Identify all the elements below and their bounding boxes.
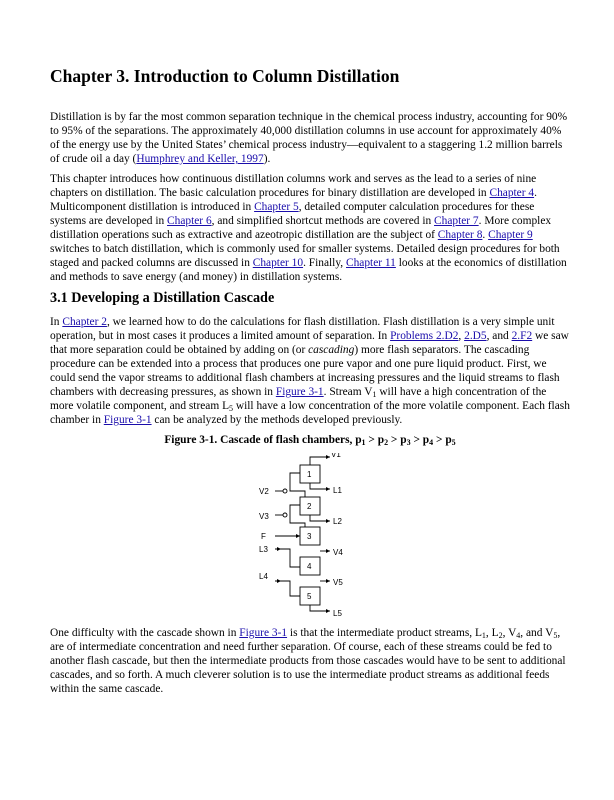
text: , and V — [520, 627, 554, 639]
cascade-diagram — [255, 453, 365, 618]
chapter-title: Chapter 3. Introduction to Column Distillation — [50, 66, 400, 86]
label-l3: L3 — [259, 545, 268, 554]
text: . — [482, 229, 489, 241]
text: . Multicomponent distillation is introduced in — [50, 187, 537, 213]
text: > p — [365, 434, 385, 446]
label-v2: V2 — [259, 487, 269, 496]
chapter-6-link[interactable]: Chapter 6 — [167, 215, 212, 227]
figure-caption — [50, 433, 570, 447]
text: Distillation is by far the most common separation technique in the chemical process industry, accounting for 90% to 95% of the separations. The approximately 40,000 distillation columns in use account for approximately 40% of the energy use by the United States’ chemical process industry—equivalent to a staggering 1.2 million barrels of crude oil a day ( — [50, 111, 568, 165]
subscript: 1 — [372, 390, 377, 399]
subscript: 2 — [384, 438, 389, 447]
label-f: F — [261, 532, 266, 541]
document-page — [50, 66, 570, 702]
text: , detailed computer calculation procedures for these systems are developed in — [50, 201, 535, 227]
chapter-5-link[interactable]: Chapter 5 — [254, 201, 299, 213]
text: Figure 3-1. Cascade of flash chambers, p — [164, 434, 362, 446]
figure-3-1-link[interactable]: Figure 3-1 — [275, 386, 324, 398]
text: will have a low concentration of the more volatile component. Each flash chamber in — [50, 400, 570, 426]
text: , are of intermediate concentration and need further separation. Of course, each of these streams could be fed to another flash cascade, but then the intermediate products from those cascades would have to be sent to additional cascades, and so forth. A much cleverer solution is to use the intermediate product streams as additional feeds within the same cascade. — [50, 627, 566, 695]
problem-2f2-link[interactable]: 2.F2 — [511, 330, 533, 342]
chapter-8-link[interactable]: Chapter 8 — [437, 229, 483, 241]
chamber-number: 4 — [307, 562, 312, 571]
text: > p — [410, 434, 430, 446]
text: In — [50, 316, 63, 328]
text: can be analyzed by the methods developed previously. — [151, 414, 403, 426]
text: One difficulty with the cascade shown in — [50, 627, 240, 639]
figure-3-1-link[interactable]: Figure 3-1 — [103, 414, 152, 426]
subscript: 5 — [553, 631, 558, 640]
text: , — [458, 330, 465, 342]
text: . More complex distillation operations such as extractive and azeotropic distillation are the subject of — [50, 215, 552, 241]
text: . Stream V — [323, 386, 373, 398]
section-heading: 3.1 Developing a Distillation Cascade — [50, 290, 275, 306]
figure-3-1-link[interactable]: Figure 3-1 — [239, 627, 288, 639]
text: > p — [388, 434, 407, 446]
label-v4: V4 — [333, 548, 343, 557]
paragraph-overview — [50, 172, 570, 284]
subscript: 2 — [498, 631, 503, 640]
text: , we learned how to do the calculations for flash distillation. Flash distillation is a very simple unit operation, but in most cases it produces a limited amount of separation. In — [50, 316, 555, 342]
subscript: 5 — [451, 438, 456, 447]
label-v5: V5 — [333, 578, 343, 587]
text: switches to batch distillation, which is commonly used for smaller systems. Detailed design procedures for both staged and packed columns are discussed in — [50, 243, 560, 269]
label-v3: V3 — [259, 512, 269, 521]
chapter-4-link[interactable]: Chapter 4 — [489, 187, 535, 199]
text: . Finally, — [303, 257, 346, 269]
reference-link[interactable]: Humphrey and Keller, 1997 — [136, 153, 264, 165]
text: ). — [263, 153, 271, 165]
label-l1: L1 — [333, 486, 342, 495]
chapter-2-link[interactable]: Chapter 2 — [62, 316, 107, 328]
text: , L — [485, 627, 499, 639]
text: , and simplified shortcut methods are covered in — [211, 215, 435, 227]
label-l2: L2 — [333, 517, 342, 526]
subscript: 4 — [516, 631, 521, 640]
chapter-9-link[interactable]: Chapter 9 — [488, 229, 533, 241]
label-l5: L5 — [333, 609, 342, 618]
text: will have a high concentration of the more volatile component, and stream L — [50, 386, 547, 412]
paragraph-intro — [50, 110, 570, 166]
chamber-number: 3 — [307, 532, 312, 541]
problem-2d5-link[interactable]: 2.D5 — [464, 330, 487, 342]
subscript: 1 — [481, 631, 486, 640]
text: looks at the economics of distillation and methods to save energy (and money) in distillation systems. — [50, 257, 567, 283]
chapter-11-link[interactable]: Chapter 11 — [346, 257, 396, 269]
problem-2d2-link[interactable]: Problems 2.D2 — [390, 330, 459, 342]
subscript: 5 — [229, 404, 234, 413]
paragraph-cascade — [50, 315, 570, 427]
text: , and — [486, 330, 512, 342]
subscript: 4 — [429, 438, 434, 447]
text: we saw that more separation could be obtained by adding on (or — [50, 330, 569, 356]
chapter-10-link[interactable]: Chapter 10 — [252, 257, 304, 269]
text: ) more flash separators. The cascading procedure can be extended into a process that produces one pure vapor and one pure liquid product. First, we could send the vapor streams to additional flash chambers at increasing pressures and the liquid streams to flash chambers with decreasing pressures, as shown in — [50, 344, 560, 398]
chamber-number: 2 — [307, 502, 312, 511]
paragraph-difficulty — [50, 626, 570, 696]
text: > p — [433, 434, 452, 446]
subscript: 3 — [406, 438, 411, 447]
label-v1: V1 — [331, 453, 341, 459]
text: This chapter introduces how continuous distillation columns work and serves as the lead to a series of nine chapters on distillation. The basic calculation procedures for binary distillation are developed in — [50, 173, 537, 199]
emphasis: cascading — [308, 344, 355, 356]
text: is that the intermediate product streams, L — [287, 627, 482, 639]
chamber-number: 1 — [307, 470, 312, 479]
text: , V — [502, 627, 517, 639]
subscript: 1 — [361, 438, 366, 447]
chamber-number: 5 — [307, 592, 312, 601]
label-l4: L4 — [259, 572, 268, 581]
chapter-7-link[interactable]: Chapter 7 — [434, 215, 479, 227]
